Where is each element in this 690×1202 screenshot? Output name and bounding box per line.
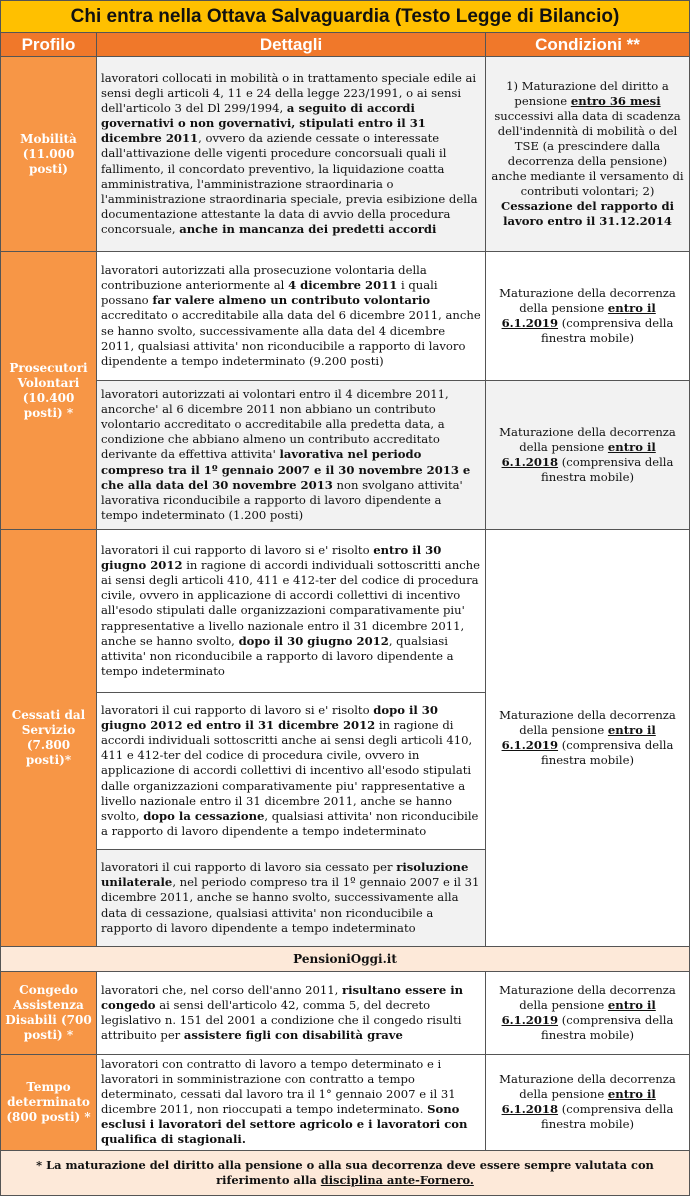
details-cessati-1	[97, 530, 486, 693]
text-run: ai sensi dell'articolo 42, comma 5, del decreto legislativo n. 151 del 2001 a condizione che il congedo risulti attribuito per	[101, 997, 462, 1043]
conditions-cessati	[486, 530, 690, 947]
text-run: non svolgano attivita' lavorativa riconducibile a rapporto di lavoro dipendente a tempo indeterminato (1.200 posti)	[101, 477, 463, 522]
details-tempo	[97, 1055, 486, 1151]
text-run: lavoratori autorizzati ai volontari entro il 4 dicembre 2011, ancorche' al 6 dicembre 2011 non abbiano un contributo volontario accreditato o accreditabile alla predetta data, a condizione che abbiano almeno un contributo accreditato derivante da effettiva attivita'	[101, 387, 449, 462]
details-mobilita	[97, 57, 486, 252]
text-run: in ragione di accordi individuali sottoscritti anche ai sensi degli articoli 410, 411 e 412-ter del codice di procedura civile, ovvero in applicazione di accordi collettivi di incentivo all'esodo stipulati dalle organizzazioni comparativamente piu' rappresentative a livello nazionale entro il 31 dicembre 2011, anche se hanno svolto,	[101, 558, 480, 648]
brand-row: PensioniOggi.it	[1, 947, 690, 972]
header-profilo: Profilo	[1, 33, 97, 57]
header-condizioni: Condizioni **	[486, 33, 690, 57]
text-run: , qualsiasi attivita' non riconducibile a rapporto di lavoro dipendente a tempo indeterminato	[101, 633, 454, 678]
underlined-text: entro il 6.1.2019	[501, 300, 656, 330]
text-run: (comprensiva della finestra mobile)	[541, 738, 674, 768]
details-cessati-3	[97, 850, 486, 947]
bold-text: Sono esclusi i lavoratori del settore agricolo e i lavoratori con qualifica di stagionali.	[101, 1102, 468, 1147]
text-run: (comprensiva della finestra mobile)	[541, 1013, 674, 1043]
bold-text: dopo il 30 giugno 2012	[238, 633, 389, 648]
text-run: lavoratori il cui rapporto di lavoro sia cessato per	[101, 860, 397, 875]
page-title: Chi entra nella Ottava Salvaguardia (Testo Legge di Bilancio)	[1, 1, 690, 33]
text-run: , ovvero da aziende cessate o interessate dall'attivazione delle vigenti procedure concorsuali quali il fallimento, il concordato preventivo, la liquidazione coatta amministrativa, l'amministrazione straordinaria o l'amministrazione straordinaria speciale, previa esibizione della documentazione attestante la data di avvio della procedura concorsuale,	[101, 131, 478, 236]
bold-text: risoluzione unilaterale	[101, 860, 469, 890]
text-run: * La maturazione del diritto alla pensione o alla sua decorrenza deve essere sempre valutata con riferimento alla	[36, 1157, 654, 1187]
header-dettagli: Dettagli	[97, 33, 486, 57]
bold-text: risultano essere in congedo	[101, 982, 464, 1012]
conditions-prosecutori-2	[486, 381, 690, 530]
bold-text: anche in mancanza dei predetti accordi	[179, 221, 437, 236]
details-cessati-2	[97, 693, 486, 850]
text-run: Maturazione della decorrenza della pensione	[499, 707, 676, 737]
text-run: (comprensiva della finestra mobile)	[541, 1102, 674, 1132]
text-run: in ragione di accordi individuali sottoscritti anche ai sensi degli articoli 410, 411 e 412-ter del codice di procedura civile, ovvero in applicazione di accordi collettivi di incentivo all'esodo stipulati dalle organizzazioni comparativamente piu' rappresentative a livello nazionale entro il 31 dicembre 2011, anche se hanno svolto,	[101, 718, 473, 823]
bold-text: a seguito di accordi governativi o non governativi, stipulati entro il 31 dicembre 2011	[101, 101, 426, 146]
text-run: lavoratori autorizzati alla prosecuzione volontaria della contribuzione anteriormente al	[101, 263, 427, 293]
bold-text: 4 dicembre 2011	[288, 278, 398, 293]
text-run: Maturazione della decorrenza della pensione	[499, 285, 676, 315]
underlined-text: entro il 6.1.2018	[501, 1087, 656, 1117]
text-run: Maturazione della decorrenza della pensione	[499, 982, 676, 1012]
text-run: lavoratori con contratto di lavoro a tempo determinato e i lavoratori in somministrazione con contratto a tempo determinato, cessati dal lavoro tra il 1° gennaio 2007 e il 31 dicembre 2011, non rioccupati a tempo indeterminato.	[101, 1057, 456, 1117]
details-prosecutori-2	[97, 381, 486, 530]
profile-cessati: Cessati dal Servizio (7.800 posti)*	[1, 530, 97, 947]
underlined-text: entro 36 mesi	[570, 93, 661, 108]
details-congedo	[97, 972, 486, 1055]
underlined-text: entro il 6.1.2019	[501, 722, 656, 752]
underlined-text: entro il 6.1.2019	[501, 997, 656, 1027]
profile-mobilita: Mobilità (11.000 posti)	[1, 57, 97, 252]
footnote	[1, 1150, 690, 1195]
text-run: (comprensiva della finestra mobile)	[541, 455, 674, 485]
text-run: lavoratori il cui rapporto di lavoro si e' risolto	[101, 543, 374, 558]
bold-text: dopo la cessazione	[143, 808, 265, 823]
details-prosecutori-1	[97, 252, 486, 381]
profile-tempo: Tempo determinato (800 posti) *	[1, 1055, 97, 1151]
bold-text: assistere figli con disabilità grave	[183, 1028, 403, 1043]
profile-prosecutori: Prosecutori Volontari (10.400 posti) *	[1, 252, 97, 530]
text-run: lavoratori che, nel corso dell'anno 2011,	[101, 982, 342, 997]
bold-text: far valere almeno un contributo volontario	[152, 293, 431, 308]
text-run: accreditato o accreditabile alla data del 6 dicembre 2011, anche se hanno svolto, successivamente alla data del 4 dicembre 2011, qualsiasi attivita' non riconducibile a rapporto di lavoro dipendente a tempo indeterminato (9.200 posti)	[101, 308, 481, 368]
conditions-mobilita	[486, 57, 690, 252]
text-run: Maturazione della decorrenza della pensione	[499, 1072, 676, 1102]
text-run: lavoratori il cui rapporto di lavoro si e' risolto	[101, 703, 374, 718]
text-run: , qualsiasi attivita' non riconducibile a rapporto di lavoro dipendente a tempo indeterminato	[101, 808, 479, 838]
profile-congedo: Congedo Assistenza Disabili (700 posti) *	[1, 972, 97, 1055]
text-run: 1) Maturazione del diritto a pensione	[506, 78, 669, 108]
text-run: (comprensiva della finestra mobile)	[541, 316, 674, 346]
text-run: , nel periodo compreso tra il 1º gennaio 2007 e il 31 dicembre 2011, anche se hanno svolto, successivamente alla data di cessazione, qualsiasi attivita' non riconducibile a rapporto di lavoro dipendente a tempo indeterminato	[101, 875, 480, 935]
text-run: successivi alla data di scadenza dell'indennità di mobilità o del TSE (a prescindere dalla decorrenza della pensione) anche mediante il versamento di contributi volontari; 2)	[491, 108, 684, 199]
text-run: Maturazione della decorrenza della pensione	[499, 424, 676, 454]
text-run: i quali possano	[101, 278, 438, 308]
conditions-congedo	[486, 972, 690, 1055]
underlined-text: entro il 6.1.2018	[501, 439, 656, 469]
bold-text: lavorativa nel periodo compreso tra il 1º gennaio 2007 e il 30 novembre 2013 e che alla data del 30 novembre 2013	[101, 447, 471, 492]
bold-text: Cessazione del rapporto di lavoro entro il 31.12.2014	[501, 199, 674, 229]
bold-text: entro il 30 giugno 2012	[101, 543, 442, 573]
conditions-prosecutori-1	[486, 252, 690, 381]
text-run: lavoratori collocati in mobilità o in trattamento speciale edile ai sensi degli articoli 4, 11 e 24 della legge 223/1991, o ai sensi dell'articolo 3 del Dl 299/1994,	[101, 70, 477, 116]
underlined-text: disciplina ante-Fornero.	[320, 1172, 474, 1187]
bold-text: dopo il 30 giugno 2012 ed entro il 31 dicembre 2012	[101, 703, 438, 733]
conditions-tempo	[486, 1055, 690, 1151]
